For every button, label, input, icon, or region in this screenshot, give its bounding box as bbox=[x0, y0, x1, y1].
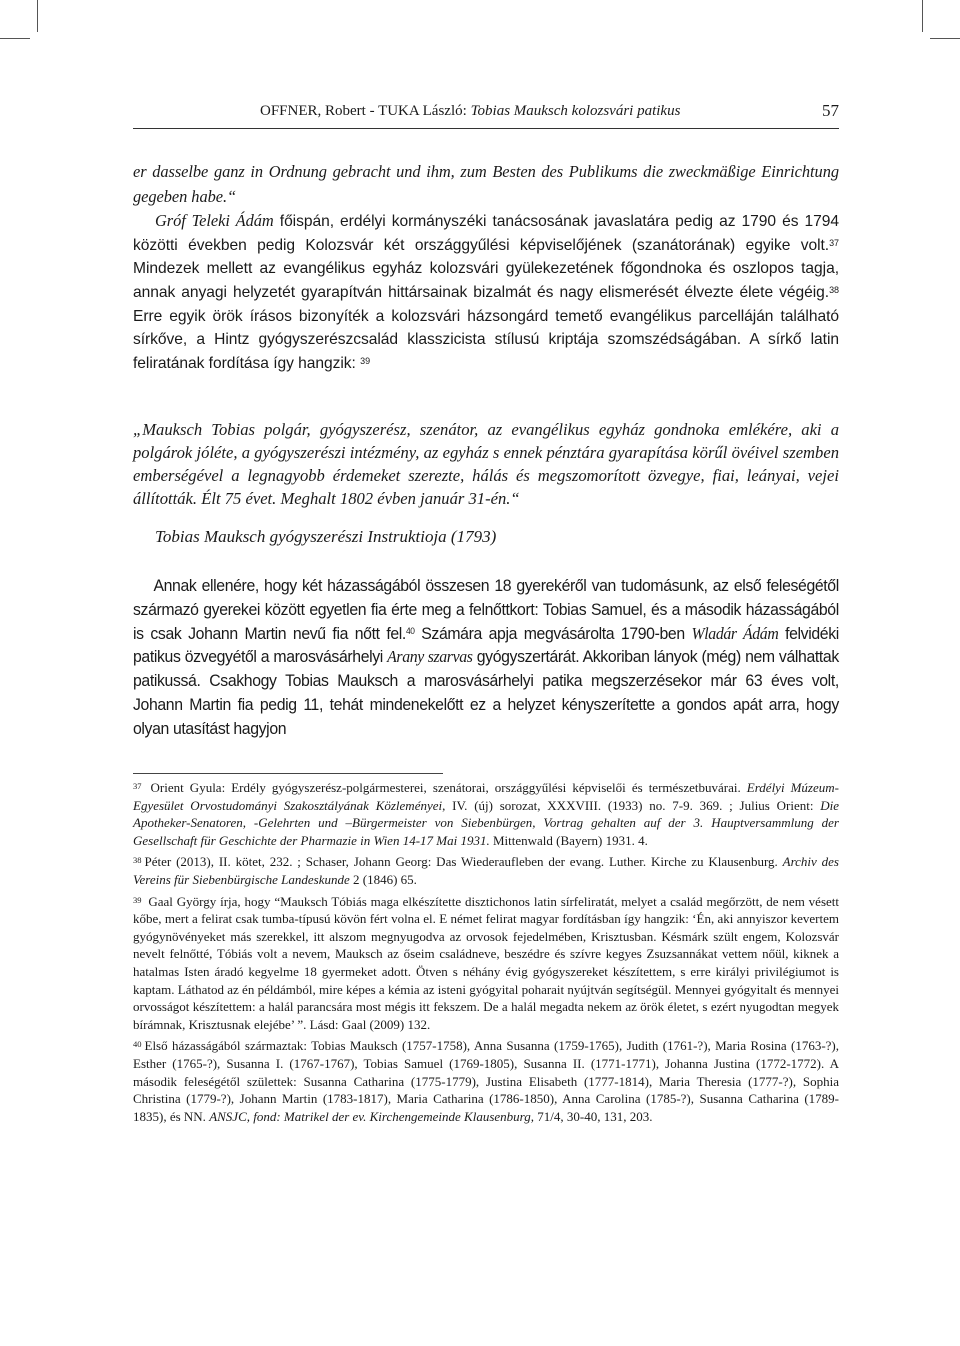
footnote-39 bbox=[133, 893, 839, 1034]
body-text-upper bbox=[133, 160, 839, 375]
text-run: 71/4, 30-40, 131, 203. bbox=[534, 1108, 653, 1124]
crop-mark bbox=[922, 0, 923, 32]
person-name: Wladár Ádám bbox=[691, 623, 779, 643]
footnote-ref[interactable]: 38 bbox=[829, 284, 839, 295]
body-text-lower bbox=[133, 574, 839, 741]
pharmacy-name: Arany szarvas bbox=[387, 647, 473, 667]
text-run: Gaal György írja, hogy “Mauksch Tóbiás maga elkészítette disztichonos latin sírfeliratát, melyet a család megőrzött, de nem vésett kőbe, mert a felirat csak tumba-típusú kövön fért volna el. E német felirat magyar fordításban így hangzik: ‘Én, aki annyiszor kevertem gyógynövényeket más szerekkel, itt alszom megnyugodva az orvosok fejedelmében, Krisztusban. Késmárk szült engem, Kolozsvár nevelt felnőtté, Tóbiás volt a nevem, Mauksch az őseim családneve, beszédre és szívre kegyes Zsuzsannákat vettem nőül, kiknek a hatalmas Isten áradó kegyelme 18 gyermeket adott. Ötven s néhány évig gyógyszereket készítettem, s erre királyi privilégiumot is kaptam. Láthatod az én példámból, mire képes a kémia az isteni gyógyital poharait nyújtván segítségül. Mennyei gyógyitalt és mennyei orvosságot készítettem: a halál parancsára most mégis itt fekszem. De a halál megadta nekem az örök életet, s ezért nyugodtan megyek bírámnak, Krisztusnak elejébe’ ”. Lásd: Gaal (2009) 132. bbox=[133, 893, 839, 1032]
text-run: Orient Gyula: Erdély gyógyszerész-polgármesterei, szenátorai, országgyűlési képviselői és természetbuvárai. bbox=[150, 780, 747, 795]
text-run: főispán, erdélyi kormányszéki tanácsosának javaslatára pedig az 1790 és 1794 közötti években pedig Kolozsvár két országgyűlési képviselőjének (szanátorának) egyike volt. bbox=[133, 213, 839, 254]
footnote-number: 37 bbox=[133, 781, 142, 791]
footnote-ref[interactable]: 40 bbox=[405, 625, 415, 636]
header-authors: OFFNER, Robert - TUKA László: bbox=[260, 103, 467, 119]
footnote-number: 38 bbox=[133, 855, 142, 866]
section-title: Tobias Mauksch gyógyszerészi Instruktioja (1793) bbox=[155, 527, 497, 546]
crop-mark bbox=[37, 0, 38, 32]
paragraph bbox=[133, 160, 839, 209]
crop-mark bbox=[930, 38, 960, 39]
text-run: felvidéki patikus özvegyétől a marosvásárhelyi bbox=[133, 623, 839, 667]
journal-title: Erdélyi Múzeum-Egyesület Orvostudományi Szakosztályának Közleményei bbox=[133, 780, 839, 813]
footnotes bbox=[133, 779, 839, 1129]
paragraph bbox=[133, 209, 839, 375]
text-run: Számára apja megvásárolta 1790-ben bbox=[414, 623, 692, 643]
text-run: Mittenwald (Bayern) 1931. 4. bbox=[489, 832, 648, 848]
footnote-number: 40 bbox=[133, 1039, 142, 1050]
header-rule bbox=[133, 128, 839, 129]
person-name: Gróf Teleki Ádám bbox=[155, 211, 274, 231]
running-head-text bbox=[260, 101, 680, 121]
paragraph bbox=[133, 574, 839, 741]
text-run: Erre egyik örök írásos bizonyíték a kolozsvári házsongárd temető evangélikus parcelláján található sírkőve, a Hintz gyógyszerészcsalád klasszicista stílusú kriptája szomszédságában. A sírkő latin feliratának fordítása így hangzik: bbox=[133, 307, 839, 372]
header-title: Tobias Mauksch kolozsvári patikus bbox=[470, 103, 681, 119]
work-title: Die Apotheker-Senatoren, -Gelehrten und –Bürgermeister von Siebenbürgen, Vortrag gehalten auf der 3. Hauptversammlung der Gesellschaft für Geschichte der Pharmazie in Wien 14-17 Mai 1931. bbox=[133, 797, 839, 848]
footnote-ref[interactable]: 37 bbox=[829, 237, 839, 248]
footnote-40 bbox=[133, 1037, 839, 1125]
journal-title: Archiv des Vereins für Siebenbürgische Landeskunde bbox=[133, 854, 839, 887]
footnote-number: 39 bbox=[133, 894, 142, 905]
text-run: gyógyszertárát. Akkoriban lányok (még) nem válhattak patikussá. Csakhogy Tobias Mauksch a marosvásárhelyi patika megszerzésekor már 63 éves volt, Johann Martin fia pedig 11, tehát mindenekelőtt ez a helyzet kényszerítette a gondos apát arra, hogy olyan utasítást hagyjon bbox=[133, 647, 839, 738]
text-run: Mindezek mellett az evangélikus egyház kolozsvári gyülekezetének főgondnoka és oszlopos tagja, annak anyagi helyzetét gyarapítván hittársainak bizalmát és nagy elismerését élvezte élete végéig. bbox=[133, 260, 839, 301]
text-run: Annak ellenére, hogy két házasságából összesen 18 gyerekéről van tudomásunk, az első feleségétől származó gyerekei között egyetlen fia érte meg a felnőttkort: Tobias Samuel, és a második házasságából is csak Johann Martin nevű fia nőtt fel. bbox=[133, 576, 839, 643]
text-run: , IV. (új) sorozat, XXXVIII. (1933) no. 7-9. 369. ; Julius Orient: bbox=[442, 797, 821, 813]
text-run: Péter (2013), II. kötet, 232. ; Schaser, Johann Georg: Das Wiederaufleben der evang. Luther. Kirche zu Klausenburg. bbox=[144, 854, 783, 870]
epitaph-quote bbox=[133, 418, 839, 510]
footnote-ref[interactable]: 39 bbox=[360, 355, 371, 366]
quote-text: „Mauksch Tobias polgár, gyógyszerész, szenátor, az evangélikus egyház gondnoka emlékére, aki a polgárok jóléte, a gyógyszerészi intézmény, az egyház s ennek pénztára gyarapítása körűl övéivel szemben emberségével a legnagyobb érdemeket szerezte, hálás és megszomorított özvegye, fiai, leányai, vejei állították. Élt 75 évet. Meghalt 1802 évben január 31-én.“ bbox=[133, 420, 839, 508]
page-number: 57 bbox=[822, 101, 839, 120]
footnote-37 bbox=[133, 779, 839, 849]
text-run: 2 (1846) 65. bbox=[349, 871, 417, 887]
archive-source: ANSJC, fond: Matrikel der ev. Kirchengemeinde Klausenburg, bbox=[209, 1108, 534, 1124]
quote-continuation: er dasselbe ganz in Ordnung gebracht und ihm, zum Besten des Publikums die zweckmäßige Einrichtung gegeben habe.“ bbox=[133, 162, 839, 206]
footnote-rule bbox=[133, 773, 443, 774]
crop-mark bbox=[0, 38, 30, 39]
footnote-38 bbox=[133, 853, 839, 888]
text-run: Első házasságából származtak: Tobias Mauksch (1757-1758), Anna Susanna (1759-1765), Judith (1761-?), Maria Rosina (1763-?), Esther (1765-?), Susanna I. (1767-1767), Tobias Samuel (1769-1805), Susanna II. (1771-1771), Johanna Justina (1772-1772). A második feleségétől születtek: Susanna Catharina (1775-1779), Justina Elisabeth (1777-1814), Maria Theresia (1777-?), Sophia Christina (1779-?), Johann Martin (1783-1817), Maria Catharina (1786-1850), Anna Carolina (1785-?), Susanna Catharina (1789-1835), és NN. bbox=[133, 1038, 839, 1124]
